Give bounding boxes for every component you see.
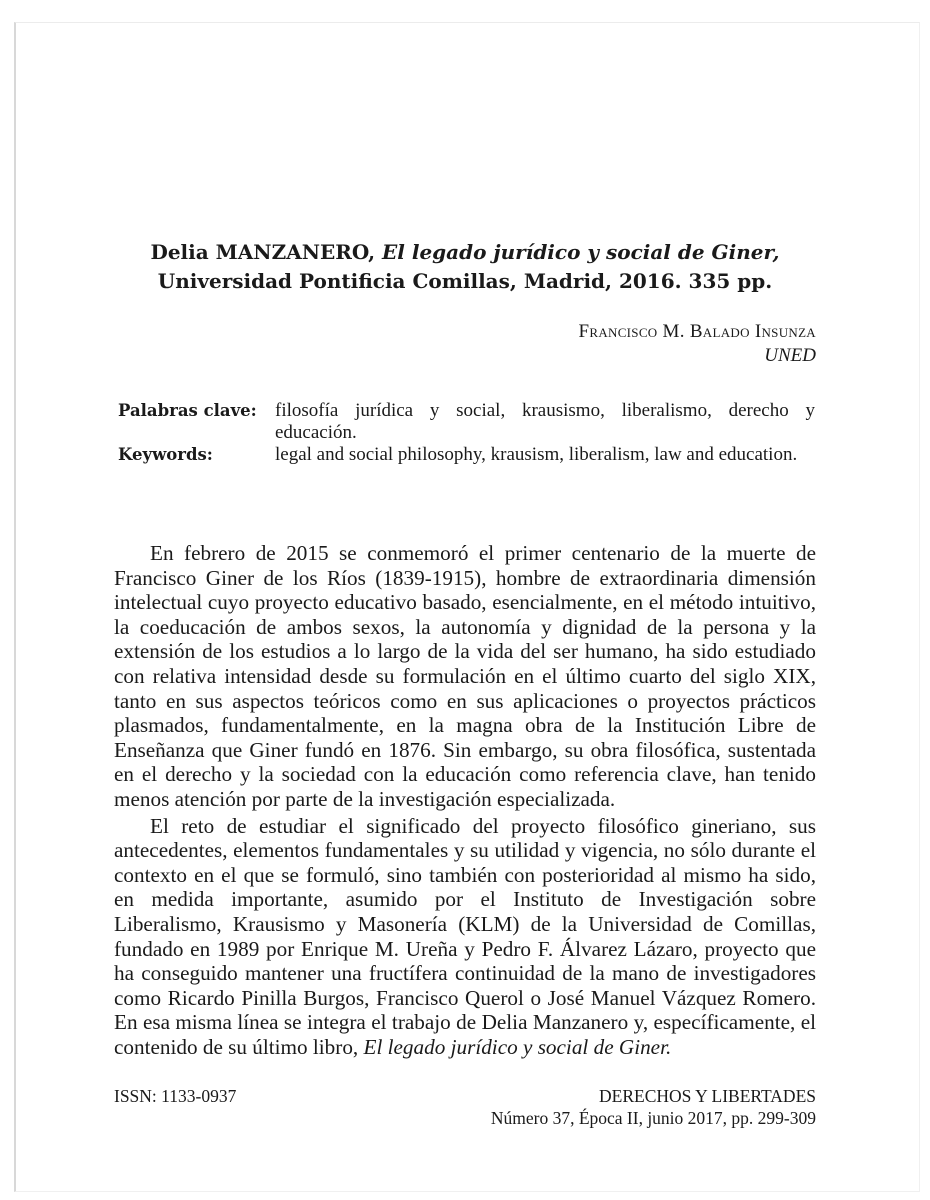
footer-issn: ISSN: 1133-0937 bbox=[114, 1086, 237, 1106]
footer-journal-name: DERECHOS Y LIBERTADES bbox=[599, 1086, 816, 1106]
reviewer-affiliation: UNED bbox=[764, 345, 816, 366]
keywords-row-english bbox=[118, 444, 815, 466]
keywords-row-spanish bbox=[118, 400, 815, 444]
keywords-label-spanish: Palabras clave: bbox=[118, 401, 257, 420]
body-paragraph-2-text: El reto de estudiar el significado del proyecto filosófico gineriano, sus antecedentes, elementos fundamentales y su utilidad y vigencia, no sólo durante el contexto en el que se formuló, sino también con posterioridad al mismo ha sido, en medida importante, asumido por el Instituto de Investigación sobre Liberalismo, Krausismo y Masonería (KLM) de la Universidad de Comillas, fundado en 1989 por Enrique M. Ureña y Pedro F. Álvarez Lázaro, proyecto que ha conseguido mantener una fructífera continuidad de la mano de investigadores como Ricardo Pinilla Burgos, Francisco Querol o José Manuel Vázquez Romero. En esa misma línea se integra el trabajo de Delia Manzanero y, específicamente, el contenido de su último libro, bbox=[114, 813, 816, 1059]
keywords-block bbox=[118, 400, 815, 466]
review-body bbox=[114, 541, 816, 1059]
keywords-text-english: legal and social philosophy, krausism, liberalism, law and education. bbox=[275, 444, 798, 465]
reviewer-block bbox=[578, 320, 816, 368]
heading-publisher-line: Universidad Pontificia Comillas, Madrid, 2016. 335 pp. bbox=[157, 269, 773, 293]
reviewed-author: Delia MANZANERO, bbox=[150, 240, 376, 264]
heading-line-1 bbox=[0, 238, 930, 267]
reviewer-name: Francisco M. Balado Insunza bbox=[578, 321, 816, 342]
body-paragraph-2 bbox=[114, 814, 816, 1060]
reviewed-book-title: El legado jurídico y social de Giner, bbox=[382, 240, 780, 264]
review-heading bbox=[0, 238, 930, 296]
footer-journal-info bbox=[491, 1085, 816, 1129]
footer-issue: Número 37, Época II, junio 2017, pp. 299-309 bbox=[490, 1108, 816, 1128]
body-paragraph-2-book-title: El legado jurídico y social de Giner. bbox=[363, 1034, 672, 1059]
body-paragraph-1: En febrero de 2015 se conmemoró el primer centenario de la muerte de Francisco Giner de los Ríos (1839-1915), hombre de extraordinaria dimensión intelectual cuyo proyecto educativo basado, esencialmente, en el método intuitivo, la coeducación de ambos sexos, la autonomía y dignidad de la persona y la extensión de los estudios a lo largo de la vida del ser humano, ha sido estudiado con relativa intensidad desde su formulación en el último cuarto del siglo XIX, tanto en sus aspectos teóricos como en sus aplicaciones o proyectos prácticos plasmados, fundamentalmente, en la magna obra de la Institución Libre de Enseñanza que Giner fundó en 1876. Sin embargo, su obra filosófica, sustentada en el derecho y la sociedad con la educación como referencia clave, han tenido menos atención por parte de la investigación especializada. bbox=[114, 541, 816, 811]
keywords-text-spanish: filosofía jurídica y social, krausismo, liberalismo, derecho y educación. bbox=[275, 400, 815, 443]
keywords-label-english: Keywords: bbox=[118, 445, 213, 464]
